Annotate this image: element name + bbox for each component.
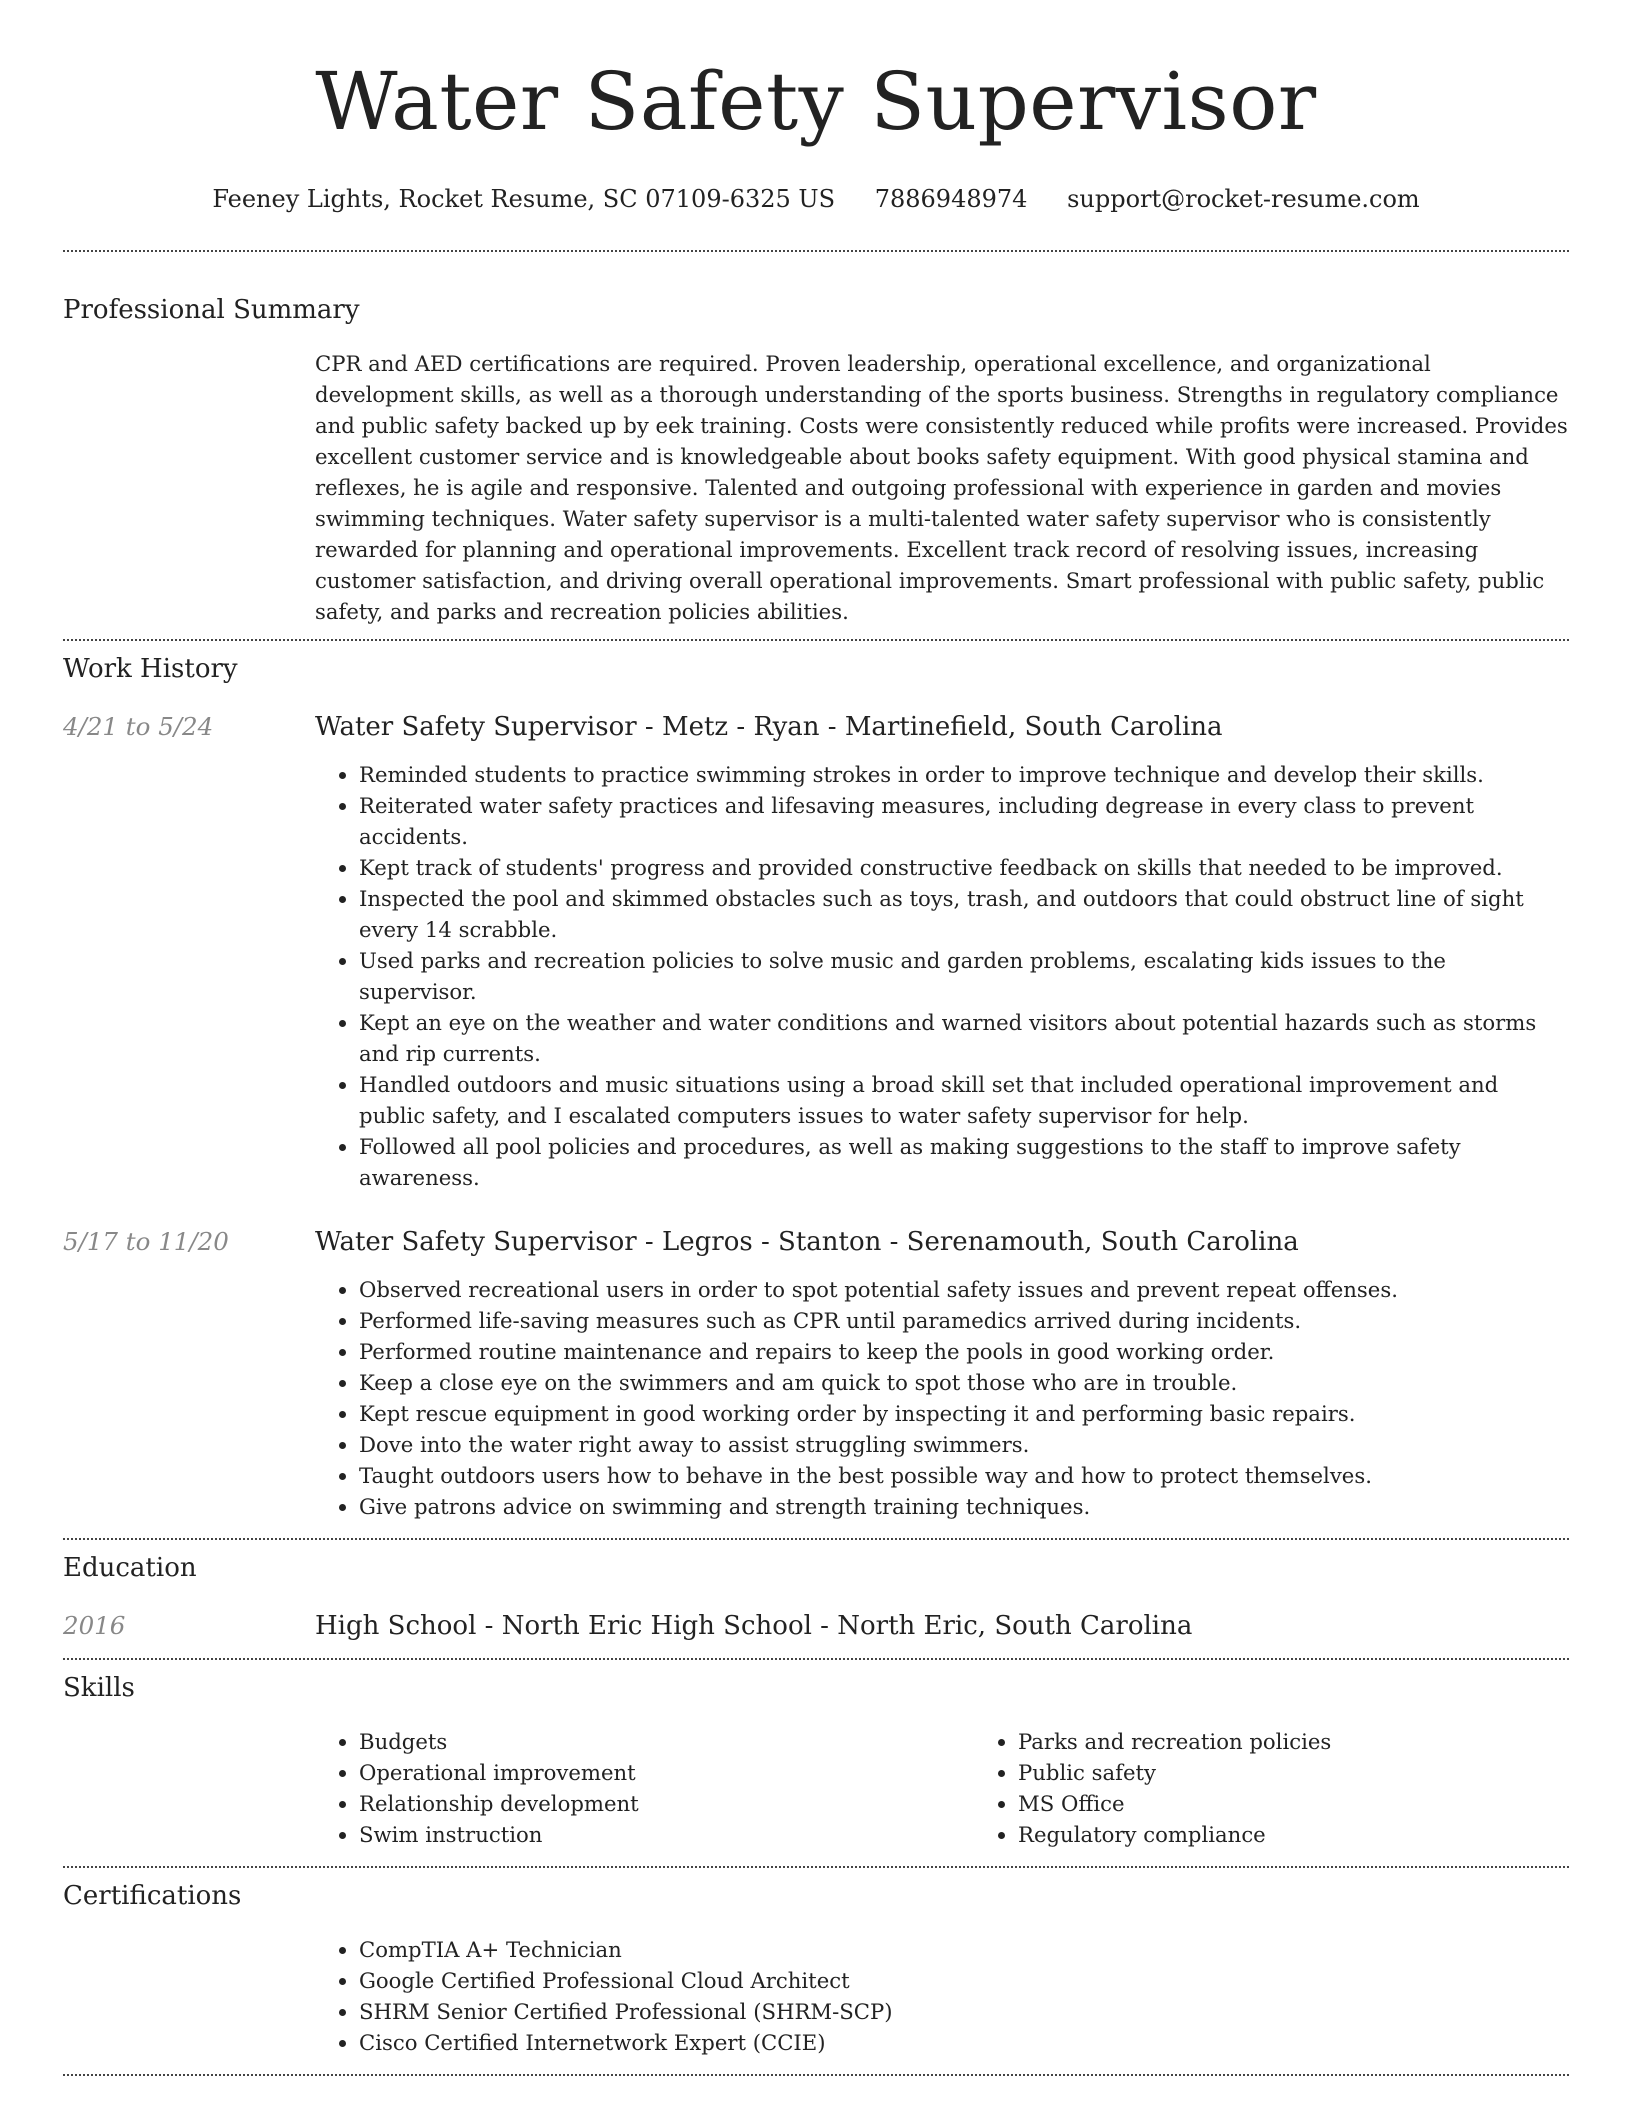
certification-item: • CompTIA A+ Technician bbox=[359, 1934, 1569, 1965]
skill-item: • MS Office bbox=[1018, 1788, 1632, 1819]
education-title: High School - North Eric High School - North Eric, South Carolina bbox=[315, 1611, 1193, 1641]
skills-section bbox=[63, 1672, 1569, 1850]
job-bullets bbox=[315, 759, 1569, 1193]
divider bbox=[63, 2074, 1569, 2076]
job-dates: 4/21 to 5/24 bbox=[63, 712, 214, 741]
skill-item: • Regulatory compliance bbox=[1018, 1819, 1632, 1850]
list-item: • Handled outdoors and music situations using a broad skill set that included operational improvement and public safety, and I escalated computers issues to water safety supervisor for help. bbox=[359, 1069, 1569, 1131]
job-dates: 5/17 to 11/20 bbox=[63, 1227, 229, 1256]
contact-address: Feeney Lights, Rocket Resume, SC 07109-6325 US bbox=[212, 185, 836, 213]
skill-item: • Budgets bbox=[359, 1726, 974, 1757]
job-title: Water Safety Supervisor - Metz - Ryan - Martinefield, South Carolina bbox=[315, 712, 1223, 742]
list-item: • Taught outdoors users how to behave in the best possible way and how to protect themselves. bbox=[359, 1460, 1569, 1491]
job-entry bbox=[63, 1226, 1569, 1522]
certification-item: • SHRM Senior Certified Professional (SHRM-SCP) bbox=[359, 1996, 1569, 2027]
list-item: • Followed all pool policies and procedures, as well as making suggestions to the staff to improve safety awareness. bbox=[359, 1131, 1569, 1193]
skill-item: • Public safety bbox=[1018, 1757, 1632, 1788]
skill-item: • Parks and recreation policies bbox=[1018, 1726, 1632, 1757]
work-history-heading: Work History bbox=[63, 654, 238, 684]
certifications-list bbox=[315, 1934, 1569, 2058]
list-item: • Performed routine maintenance and repairs to keep the pools in good working order. bbox=[359, 1336, 1569, 1367]
job-title: Water Safety Supervisor - Legros - Stanton - Serenamouth, South Carolina bbox=[315, 1227, 1299, 1257]
divider bbox=[63, 1658, 1569, 1660]
list-item: • Kept track of students' progress and provided constructive feedback on skills that needed to be improved. bbox=[359, 852, 1569, 883]
job-entry bbox=[63, 711, 1569, 1193]
certifications-heading: Certifications bbox=[63, 1881, 242, 1911]
contact-email: support@rocket-resume.com bbox=[1067, 185, 1420, 213]
list-item: • Kept an eye on the weather and water conditions and warned visitors about potential hazards such as storms and rip currents. bbox=[359, 1007, 1569, 1069]
summary-text: CPR and AED certifications are required. Proven leadership, operational excellence, and organizational development skills, as well as a thorough understanding of the sports business. Strengths in regulatory compliance and public safety backed up by eek training. Costs were consistently reduced while profits were increased. Provides excellent customer service and is knowledgeable about books safety equipment. With good physical stamina and reflexes, he is agile and responsive. Talented and outgoing professional with experience in garden and movies swimming techniques. Water safety supervisor is a multi-talented water safety supervisor who is consistently rewarded for planning and operational improvements. Excellent track record of resolving issues, increasing customer satisfaction, and driving overall operational improvements. Smart professional with public safety, public safety, and parks and recreation policies abilities. bbox=[315, 351, 1568, 624]
list-item: • Keep a close eye on the swimmers and am quick to spot those who are in trouble. bbox=[359, 1367, 1569, 1398]
divider bbox=[63, 1538, 1569, 1540]
skill-item: • Operational improvement bbox=[359, 1757, 974, 1788]
skills-list-left bbox=[315, 1726, 974, 1850]
divider bbox=[63, 639, 1569, 641]
list-item: • Reiterated water safety practices and lifesaving measures, including degrease in every class to prevent accidents. bbox=[359, 790, 1569, 852]
resume-title: Water Safety Supervisor bbox=[315, 55, 1317, 148]
list-item: • Kept rescue equipment in good working order by inspecting it and performing basic repairs. bbox=[359, 1398, 1569, 1429]
education-entry bbox=[63, 1610, 1569, 1642]
list-item: • Observed recreational users in order to spot potential safety issues and prevent repeat offenses. bbox=[359, 1274, 1569, 1305]
divider bbox=[63, 1866, 1569, 1868]
list-item: • Inspected the pool and skimmed obstacles such as toys, trash, and outdoors that could obstruct line of sight every 14 scrabble. bbox=[359, 883, 1569, 945]
certification-item: • Cisco Certified Internetwork Expert (CCIE) bbox=[359, 2027, 1569, 2058]
skills-list-right bbox=[974, 1726, 1632, 1850]
education-heading: Education bbox=[63, 1553, 197, 1583]
contact-phone: 7886948974 bbox=[874, 185, 1028, 213]
summary-heading: Professional Summary bbox=[63, 295, 360, 325]
skills-heading: Skills bbox=[63, 1673, 135, 1703]
list-item: • Dove into the water right away to assist struggling swimmers. bbox=[359, 1429, 1569, 1460]
work-history-section bbox=[63, 653, 1569, 1522]
education-date: 2016 bbox=[63, 1611, 126, 1640]
certifications-section bbox=[63, 1880, 1569, 2058]
job-bullets bbox=[315, 1274, 1569, 1522]
list-item: • Give patrons advice on swimming and strength training techniques. bbox=[359, 1491, 1569, 1522]
certification-item: • Google Certified Professional Cloud Architect bbox=[359, 1965, 1569, 1996]
contact-line bbox=[63, 184, 1569, 214]
list-item: • Performed life-saving measures such as CPR until paramedics arrived during incidents. bbox=[359, 1305, 1569, 1336]
skill-item: • Swim instruction bbox=[359, 1819, 974, 1850]
list-item: • Used parks and recreation policies to solve music and garden problems, escalating kids issues to the supervisor. bbox=[359, 945, 1569, 1007]
education-section bbox=[63, 1552, 1569, 1642]
skill-item: • Relationship development bbox=[359, 1788, 974, 1819]
divider bbox=[63, 250, 1569, 252]
summary-section bbox=[63, 294, 1569, 627]
list-item: • Reminded students to practice swimming strokes in order to improve technique and develop their skills. bbox=[359, 759, 1569, 790]
